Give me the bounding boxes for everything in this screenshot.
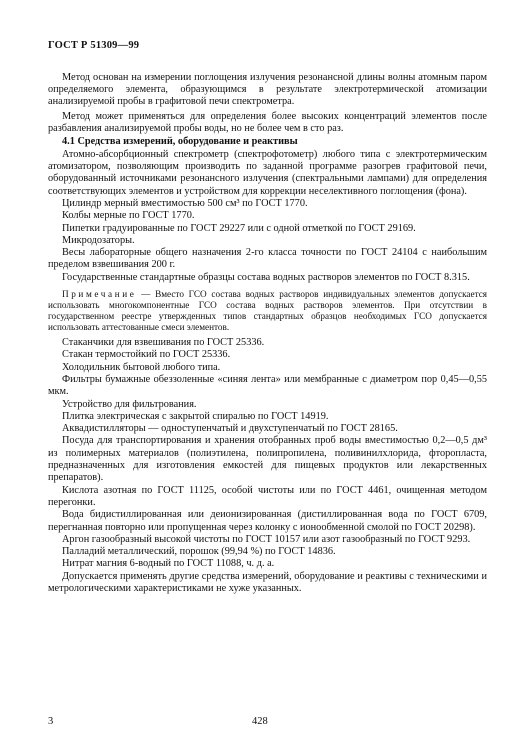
paragraph: Палладий металлический, порошок (99,94 %) по ГОСТ 14836. xyxy=(62,546,336,558)
paragraph: Холодильник бытовой любого типа. xyxy=(62,361,221,373)
paragraph: Государственные стандартные образцы состава водных растворов элементов по ГОСТ 8.315. xyxy=(62,271,470,283)
paragraph: Цилиндр мерный вместимостью 500 см³ по ГОСТ 1770. xyxy=(62,197,308,209)
document-header: ГОСТ Р 51309—99 xyxy=(48,40,140,51)
note xyxy=(48,289,487,333)
paragraph: Вода бидистиллированная или деионизированная (дистиллированная вода по ГОСТ 6709, перегнанная повторно или пропущенная через колонку с ионообменной смолой по ГОСТ 20298). xyxy=(48,509,487,533)
paragraph: Пипетки градуированные по ГОСТ 29227 или с одной отметкой по ГОСТ 29169. xyxy=(62,222,416,234)
paragraph: Посуда для транспортирования и хранения отобранных проб воды вместимостью 0,2—0,5 дм³ из полимерных материалов (полиэтилена, полипропилена, поливинилхлорида, фторопласта, предназначенных для изготовления емкостей для пищевых продуктов или лекарственных препаратов). xyxy=(48,435,487,484)
paragraph: Нитрат магния 6-водный по ГОСТ 11088, ч. д. а. xyxy=(62,558,275,570)
paragraph: Стаканчики для взвешивания по ГОСТ 25336. xyxy=(62,337,265,349)
paragraph: Устройство для фильтрования. xyxy=(62,398,197,410)
paragraph: Допускается применять другие средства измерений, оборудование и реактивы с техническими и метрологическими характеристиками не хуже указанных. xyxy=(48,570,487,594)
paragraph: Плитка электрическая с закрытой спиралью по ГОСТ 14919. xyxy=(62,410,329,422)
note-text: — Вместо ГСО состава водных растворов индивидуальных элементов допускается использовать многокомпонентные ГСО состава водных растворов элементов. При отсутствии в государственном реестре утвержденных типов стандартных образцов необходимых ГСО допускается использовать аттестованные смеси элементов. xyxy=(48,289,487,333)
page-number-global: 428 xyxy=(252,716,268,727)
paragraph: Атомно-абсорбционный спектрометр (спектрофотометр) любого типа с электротермическим атомизатором, позволяющим производить по заданной программе разогрев графитовой печи, оборудованный источниками резонансного излучения (спектральными лампами) для определения соответствующих элементов и устройством для коррекции неселективного поглощения (фона). xyxy=(48,148,487,197)
document-body xyxy=(48,69,487,595)
note-label: Примечание xyxy=(62,289,137,300)
paragraph: Весы лабораторные общего назначения 2-го класса точности по ГОСТ 24104 с наибольшим пределом взвешивания 200 г. xyxy=(48,247,487,271)
paragraph: Микродозаторы. xyxy=(62,234,135,246)
page-number-local: 3 xyxy=(48,716,54,727)
paragraph: Кислота азотная по ГОСТ 11125, особой чистоты или по ГОСТ 4461, очищенная методом перегонки. xyxy=(48,484,487,508)
paragraph: Метод основан на измерении поглощения излучения резонансной длины волны атомным паром определяемого элемента, образующимся в результате электротермической атомизации анализируемой пробы в графитовой печи спектрометра. xyxy=(48,71,487,108)
paragraph: Метод может применяться для определения более высоких концентраций элементов после разбавления анализируемой пробы воды, но не более чем в сто раз. xyxy=(48,110,487,135)
paragraph: Стакан термостойкий по ГОСТ 25336. xyxy=(62,349,231,361)
section-heading: 4.1 Средства измерений, оборудование и реактивы xyxy=(62,136,298,148)
paragraph: Аквадистилляторы — одноступенчатый и двухступенчатый по ГОСТ 28165. xyxy=(62,423,398,435)
paragraph: Колбы мерные по ГОСТ 1770. xyxy=(62,210,195,222)
paragraph: Аргон газообразный высокой чистоты по ГОСТ 10157 или азот газообразный по ГОСТ 9293. xyxy=(62,533,471,545)
paragraph: Фильтры бумажные обеззоленные «синяя лента» или мембранные с диаметром пор 0,45—0,55 мкм. xyxy=(48,373,487,398)
